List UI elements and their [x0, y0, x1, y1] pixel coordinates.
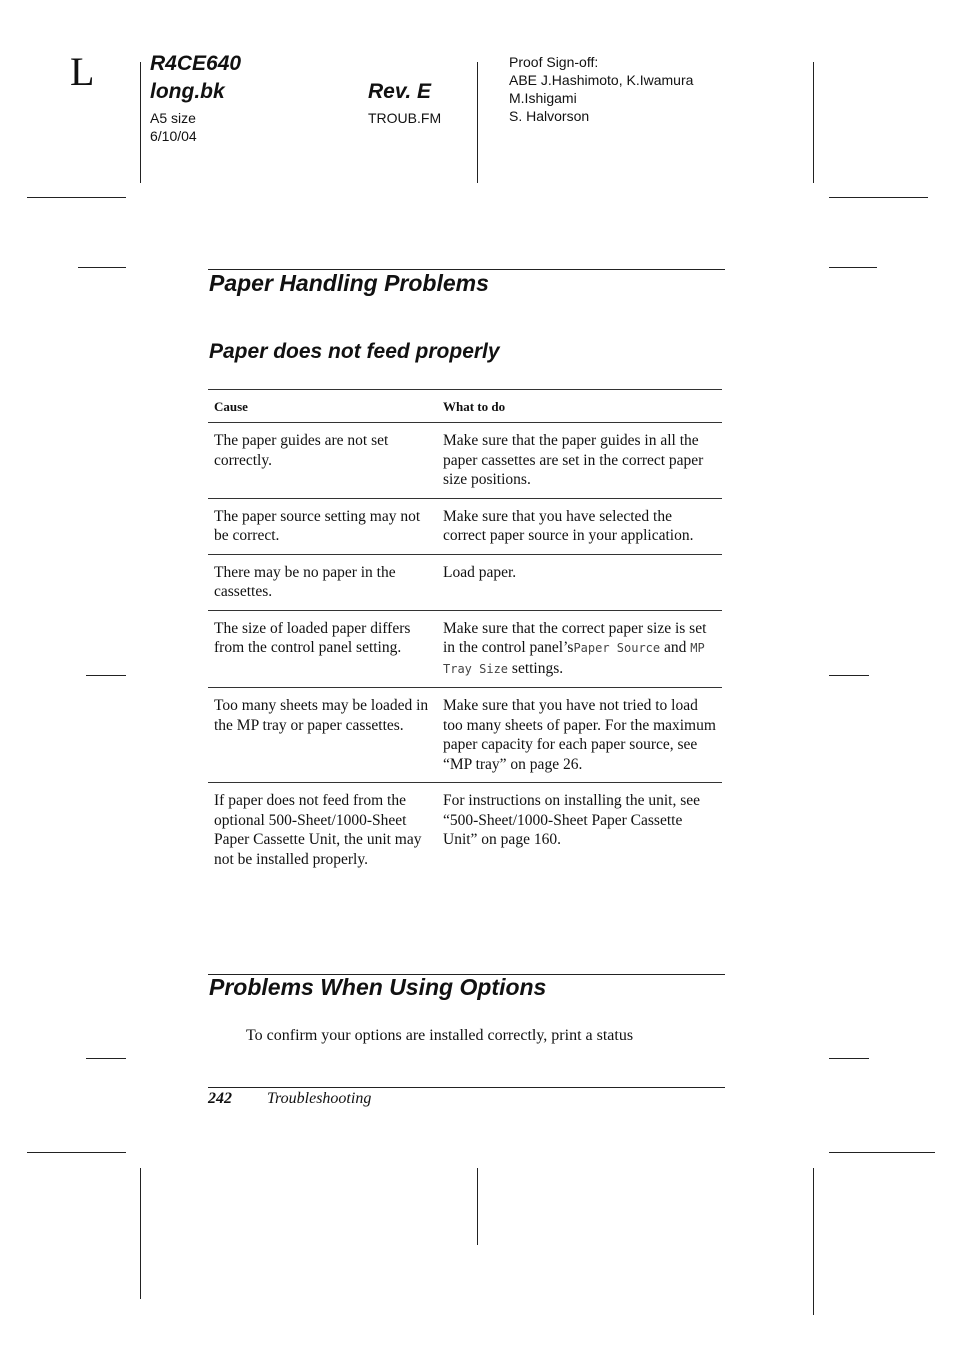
cause-cell: If paper does not feed from the optional 500-Sheet/1000-Sheet Paper Cassette Unit, the unit may not be installed properly. [214, 792, 422, 868]
todo-text: Make sure that the correct paper size is set in the control panel’s [443, 619, 707, 656]
table-header-row [208, 390, 722, 423]
table-row [208, 498, 722, 554]
crop-mark [829, 267, 877, 268]
todo-cell: Make sure that the paper guides in all the paper cassettes are set in the correct paper size positions. [443, 432, 704, 488]
subsection-title: Paper does not feed properly [209, 340, 500, 363]
file-name: TROUB.FM [368, 110, 442, 126]
todo-cell [437, 610, 722, 688]
crop-mark [27, 197, 126, 198]
body-paragraph: To confirm your options are installed correctly, print a status [246, 1027, 634, 1044]
book-name: long.bk [150, 80, 225, 103]
troubleshooting-table [208, 389, 722, 877]
crop-mark [829, 197, 928, 198]
table-row [208, 423, 722, 499]
column-header: Cause [214, 399, 248, 415]
table-row [208, 610, 722, 688]
proof-line: ABE J.Hashimoto, K.Iwamura [509, 72, 694, 88]
crop-mark [829, 1058, 869, 1059]
revision: Rev. E [368, 80, 432, 103]
todo-cell: Load paper. [443, 563, 517, 581]
setting-name: MP Tray Size [443, 641, 705, 676]
crop-mark [477, 1168, 478, 1245]
todo-text: settings. [511, 659, 564, 677]
todo-text: and [664, 639, 687, 656]
todo-cell: For instructions on installing the unit, see “500-Sheet/1000-Sheet Paper Cassette Unit” on page 160. [443, 792, 701, 848]
table-row [208, 554, 722, 610]
setting-name: Paper Source [573, 641, 661, 655]
crop-mark [140, 62, 141, 183]
section-title: Paper Handling Problems [209, 270, 489, 296]
todo-cell: Make sure that you have selected the correct paper source in your application. [443, 507, 694, 544]
corner-mark: L [70, 49, 95, 94]
cause-cell: The size of loaded paper differs from the control panel setting. [214, 619, 411, 656]
section-title: Problems When Using Options [209, 974, 547, 1000]
page-number: 242 [208, 1090, 232, 1107]
table-row [208, 783, 722, 878]
column-header: What to do [443, 399, 506, 415]
crop-mark [829, 675, 869, 676]
chapter-name: Troubleshooting [267, 1090, 372, 1107]
crop-mark [477, 62, 478, 183]
crop-mark [78, 267, 126, 268]
date: 6/10/04 [150, 128, 197, 144]
proof-line: S. Halvorson [509, 108, 590, 124]
cause-cell: The paper source setting may not be correct. [214, 507, 421, 544]
footer-rule [208, 1087, 725, 1088]
cause-cell: The paper guides are not set correctly. [214, 432, 389, 469]
crop-mark [829, 1152, 935, 1153]
todo-cell: Make sure that you have not tried to load too many sheets of paper. For the maximum paper capacity for each paper source, see “MP tray” on page 26. [443, 697, 716, 773]
crop-mark [813, 1168, 814, 1315]
crop-mark [86, 675, 126, 676]
cause-cell: There may be no paper in the cassettes. [214, 563, 396, 600]
crop-mark [813, 62, 814, 183]
crop-mark [86, 1058, 126, 1059]
doc-code: R4CE640 [150, 52, 242, 75]
proof-line: M.Ishigami [509, 90, 577, 106]
paper-size: A5 size [150, 110, 196, 126]
cause-cell: Too many sheets may be loaded in the MP tray or paper cassettes. [214, 697, 429, 734]
crop-mark [27, 1152, 126, 1153]
table-row [208, 688, 722, 783]
proof-line: Proof Sign-off: [509, 54, 599, 70]
crop-mark [140, 1168, 141, 1299]
